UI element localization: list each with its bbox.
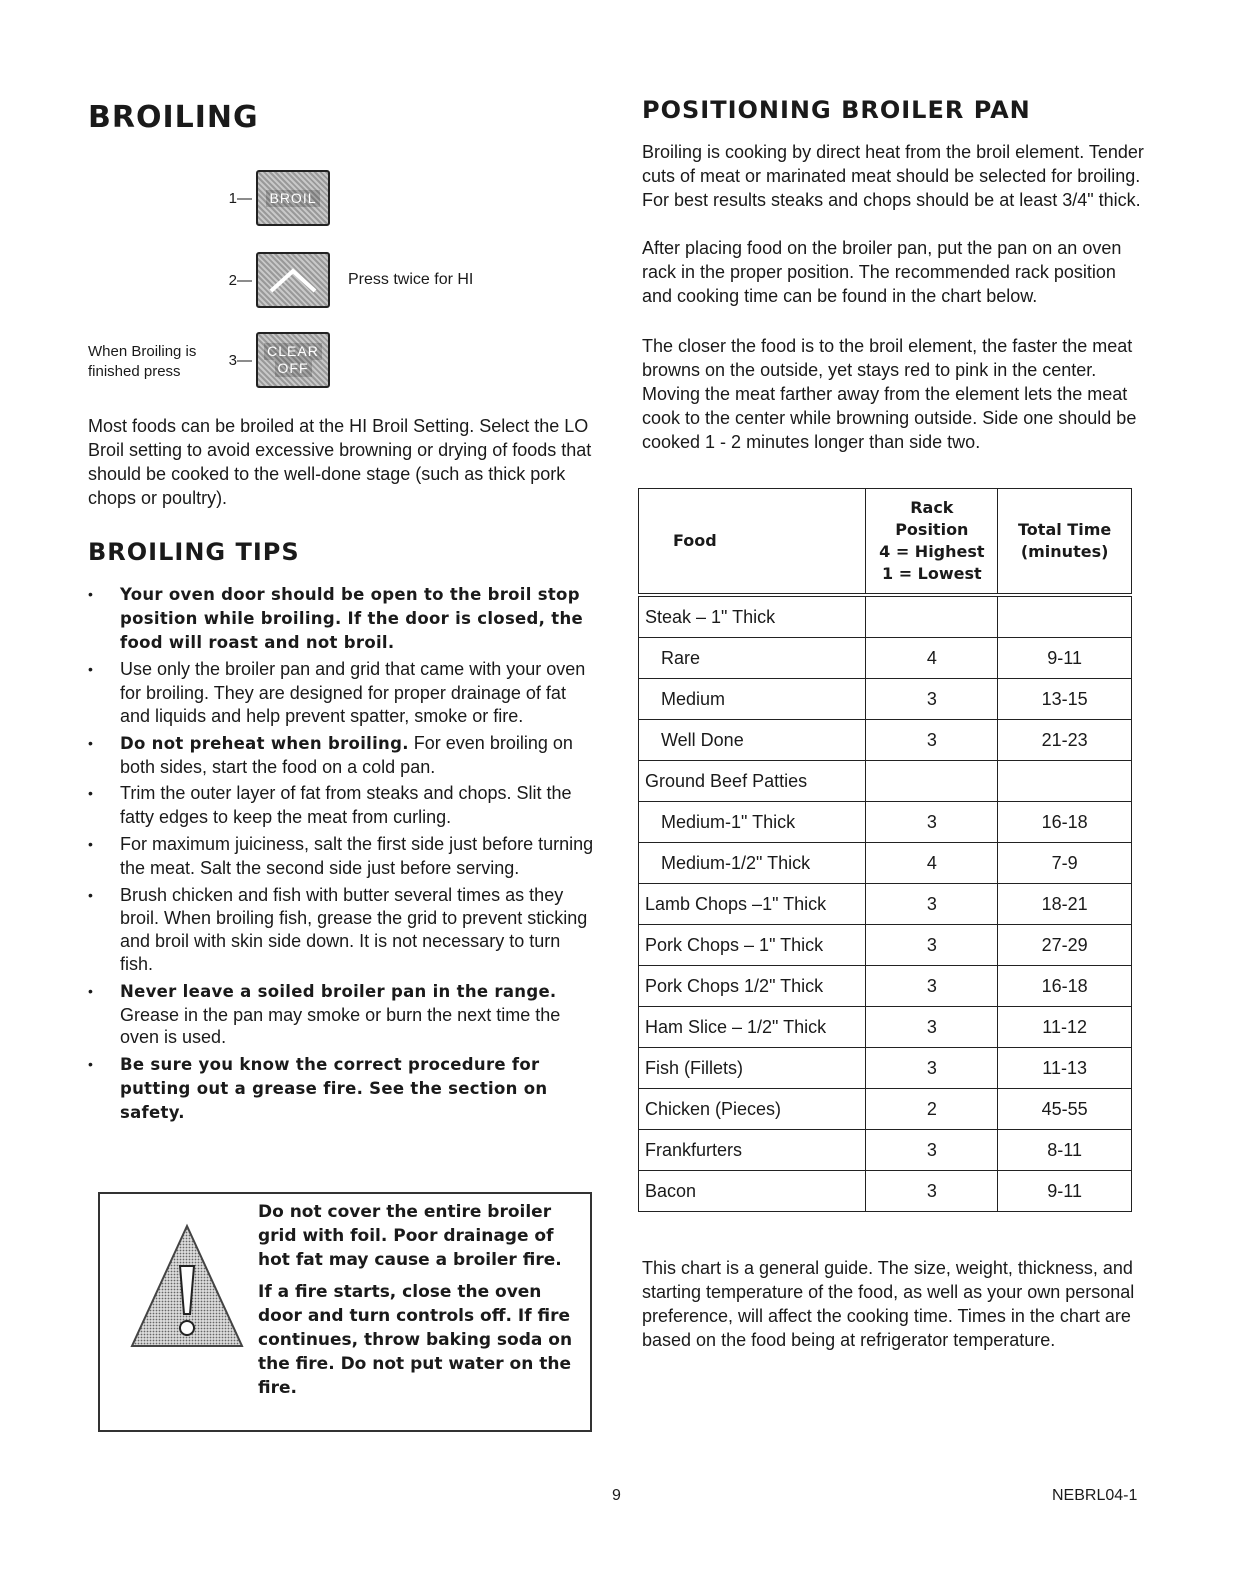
positioning-title: POSITIONING BROILER PAN: [642, 96, 1031, 124]
cell-food: Rare: [639, 638, 866, 679]
positioning-paragraph-1: Broiling is cooking by direct heat from the broil element. Tender cuts of meat or marinated meat should be selected for broiling. For best results steaks and chops should be at least 3/4" thick.: [642, 142, 1144, 210]
clear-off-key: [256, 332, 330, 388]
cell-rack: 4: [866, 843, 998, 884]
step-number: 1—: [228, 189, 252, 207]
broiling-tips-title: BROILING TIPS: [88, 538, 300, 566]
cell-food: Medium-1/2" Thick: [639, 843, 866, 884]
table-row: [639, 1007, 1132, 1048]
step-2: [212, 252, 473, 308]
broil-key-label: BROIL: [266, 190, 319, 207]
list-item: • For maximum juiciness, salt the first side just before turning the meat. Salt the second side just before serving.: [88, 833, 598, 880]
table-row: [639, 884, 1132, 925]
cell-rack: 3: [866, 802, 998, 843]
list-item: • Do not preheat when broiling. For even broiling on both sides, start the food on a cold pan.: [88, 732, 598, 779]
cell-time: [998, 761, 1132, 802]
up-arrow-key: [256, 252, 330, 308]
table-row: [639, 843, 1132, 884]
cell-rack: 3: [866, 720, 998, 761]
table-row: [639, 925, 1132, 966]
table-row: [639, 761, 1132, 802]
broiling-intro: Most foods can be broiled at the HI Broil Setting. Select the LO Broil setting to avoid excessive browning or drying of foods that should be cooked to the well-done stage (such as thick pork chops or poultry).: [88, 416, 592, 508]
cell-rack: 3: [866, 884, 998, 925]
table-row: [639, 595, 1132, 638]
cell-time: 9-11: [998, 1171, 1132, 1212]
cell-food: Pork Chops 1/2" Thick: [639, 966, 866, 1007]
tips-list: [88, 583, 598, 1129]
cell-time: 18-21: [998, 884, 1132, 925]
cell-rack: 3: [866, 966, 998, 1007]
chart-note: This chart is a general guide. The size, weight, thickness, and starting temperature of the food, as well as your own personal preference, will affect the cooking time. Times in the chart are based on the food being at refrigerator temperature.: [642, 1258, 1135, 1350]
cell-time: 13-15: [998, 679, 1132, 720]
cell-rack: 3: [866, 1048, 998, 1089]
cell-time: 21-23: [998, 720, 1132, 761]
cell-food: Lamb Chops –1" Thick: [639, 884, 866, 925]
cell-food: Fish (Fillets): [639, 1048, 866, 1089]
table-header-row: [639, 489, 1132, 596]
cell-food: Ham Slice – 1/2" Thick: [639, 1007, 866, 1048]
broil-key: [256, 170, 330, 226]
header-food: Food: [639, 489, 866, 596]
positioning-paragraph-3: The closer the food is to the broil element, the faster the meat browns on the outside, yet stays red to pink in the center. Moving the meat farther away from the element lets the meat cook to the center while browning outside. Side one should be cooked 1 - 2 minutes longer than side two.: [642, 336, 1137, 452]
cell-food: Well Done: [639, 720, 866, 761]
broil-chart-table: [638, 488, 1132, 1212]
cell-time: 11-13: [998, 1048, 1132, 1089]
step-number: 2—: [228, 271, 252, 289]
warning-fire: If a fire starts, close the oven door and turn controls off. If fire continues, throw baking soda on the fire. Do not put water on the fire.: [258, 1282, 573, 1398]
cell-food: Pork Chops – 1" Thick: [639, 925, 866, 966]
broiling-title: BROILING: [88, 100, 259, 135]
list-item: • Use only the broiler pan and grid that came with your oven for broiling. They are designed for proper drainage of fat and liquids and help prevent spatter, smoke or fire.: [88, 658, 598, 727]
table-row: [639, 1171, 1132, 1212]
table-row: [639, 966, 1132, 1007]
cell-rack: 3: [866, 679, 998, 720]
cell-time: 16-18: [998, 802, 1132, 843]
cell-time: 8-11: [998, 1130, 1132, 1171]
cell-food: Chicken (Pieces): [639, 1089, 866, 1130]
cell-time: 27-29: [998, 925, 1132, 966]
list-item: • Your oven door should be open to the broil stop position while broiling. If the door is closed, the food will roast and not broil.: [88, 583, 598, 654]
list-item: • Trim the outer layer of fat from steaks and chops. Slit the fatty edges to keep the meat from curling.: [88, 782, 598, 829]
off-key-label: OFF: [275, 360, 312, 377]
cell-time: 11-12: [998, 1007, 1132, 1048]
clear-key-label: CLEAR: [264, 343, 322, 360]
cell-time: [998, 595, 1132, 638]
cell-food: Bacon: [639, 1171, 866, 1212]
page-number: 9: [612, 1487, 621, 1504]
cell-time: 45-55: [998, 1089, 1132, 1130]
press-twice-note: Press twice for HI: [348, 271, 474, 288]
warning-box: [98, 1192, 592, 1432]
cell-rack: 3: [866, 1171, 998, 1212]
cell-rack: 2: [866, 1089, 998, 1130]
cell-rack: 3: [866, 1007, 998, 1048]
cell-rack: 4: [866, 638, 998, 679]
finished-label: When Broiling is finished press: [88, 343, 197, 380]
step-3: [212, 332, 330, 388]
document-code: NEBRL04-1: [1052, 1487, 1138, 1504]
cell-food: Frankfurters: [639, 1130, 866, 1171]
cell-rack: [866, 595, 998, 638]
table-row: [639, 1089, 1132, 1130]
list-item: • Never leave a soiled broiler pan in the range. Grease in the pan may smoke or burn the next time the oven is used.: [88, 980, 598, 1049]
table-body: [639, 595, 1132, 1212]
step-number: 3—: [228, 351, 252, 369]
up-arrow-icon: [265, 263, 321, 297]
positioning-paragraph-2: After placing food on the broiler pan, put the pan on an oven rack in the proper position. The recommended rack position and cooking time can be found in the chart below.: [642, 238, 1122, 306]
cell-time: 16-18: [998, 966, 1132, 1007]
cell-food: Steak – 1" Thick: [639, 595, 866, 638]
cell-food: Ground Beef Patties: [639, 761, 866, 802]
cell-rack: 3: [866, 1130, 998, 1171]
table-row: [639, 679, 1132, 720]
table-row: [639, 638, 1132, 679]
cell-time: 9-11: [998, 638, 1132, 679]
warning-text: [258, 1200, 580, 1408]
list-item: • Brush chicken and fish with butter several times as they broil. When broiling fish, grease the grid to prevent sticking and broil with skin side down. It is not necessary to turn fish.: [88, 884, 598, 976]
cell-rack: 3: [866, 925, 998, 966]
cell-food: Medium-1" Thick: [639, 802, 866, 843]
header-rack-position: Rack Position 4 = Highest 1 = Lowest: [866, 489, 998, 596]
warning-foil: Do not cover the entire broiler grid with foil. Poor drainage of hot fat may cause a broiler fire.: [258, 1202, 562, 1270]
header-total-time: Total Time (minutes): [998, 489, 1132, 596]
table-row: [639, 802, 1132, 843]
list-item: • Be sure you know the correct procedure for putting out a grease fire. See the section on safety.: [88, 1053, 598, 1124]
cell-rack: [866, 761, 998, 802]
table-row: [639, 1048, 1132, 1089]
step-1: [212, 170, 330, 226]
table-row: [639, 1130, 1132, 1171]
warning-triangle-icon: [128, 1222, 246, 1352]
cell-time: 7-9: [998, 843, 1132, 884]
table-row: [639, 720, 1132, 761]
cell-food: Medium: [639, 679, 866, 720]
